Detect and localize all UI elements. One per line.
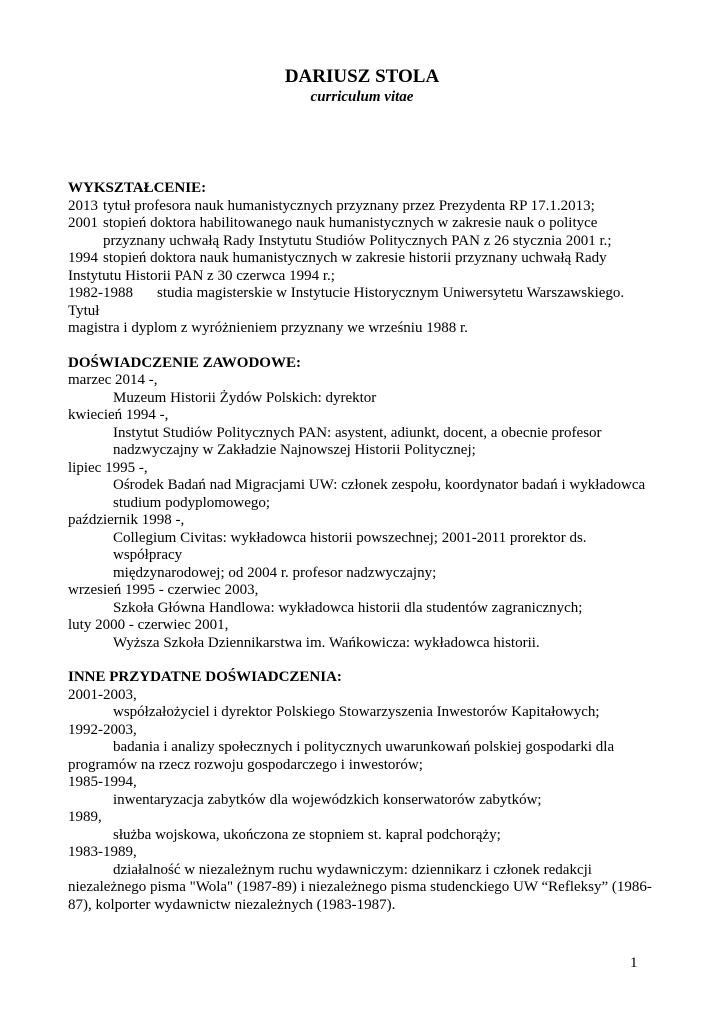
work-heading: DOŚWIADCZENIE ZAWODOWE: (68, 354, 301, 371)
entry-text: inwentaryzacja zabytków dla wojewódzkich konserwatorów zabytków; (113, 791, 542, 808)
entry-continuation: międzynarodowej; od 2004 r. profesor nadzwyczajny; (113, 564, 437, 581)
entry-date: lipiec 1995 -, (68, 459, 148, 476)
entry-date: wrzesień 1995 - czerwiec 2003, (68, 582, 259, 598)
entry-continuation: Instytutu Historii PAN z 30 czerwca 1994 r.; (68, 267, 335, 284)
entry-year: 2013 (68, 197, 98, 214)
entry-text: tytuł profesora nauk humanistycznych przyznany przez Prezydenta RP 17.1.2013; (103, 197, 595, 214)
entry-date: luty 2000 - czerwiec 2001, (68, 617, 229, 633)
entry-continuation: 87), kolporter wydawnictw niezależnych (1983-1987). (68, 896, 396, 913)
entry-year: 1982-1988 (68, 285, 133, 301)
entry-text: służba wojskowa, ukończona ze stopniem st. kapral podchorąży; (113, 826, 501, 843)
education-entry (68, 198, 656, 216)
entry-year: 2001 (68, 215, 98, 231)
education-entry (68, 285, 656, 320)
entry-date: 1983-1989, (68, 844, 137, 860)
work-section (68, 355, 656, 653)
entry-continuation: studium podyplomowego; (113, 494, 271, 511)
entry-continuation: magistra i dyplom z wyróżnieniem przyznany we wrześniu 1988 r. (68, 320, 468, 336)
entry-continuation: przyznany uchwałą Rady Instytutu Studiów Politycznych PAN z 26 stycznia 2001 r.; (103, 232, 612, 249)
entry-continuation: programów na rzecz rozwoju gospodarczego i inwestorów; (68, 756, 423, 773)
other-experience-heading: INNE PRZYDATNE DOŚWIADCZENIA: (68, 669, 342, 685)
person-name: DARIUSZ STOLA (284, 66, 440, 87)
document-subtitle: curriculum vitae (310, 89, 414, 105)
cv-header (68, 66, 656, 106)
entry-text: studia magisterskie w Instytucie Historycznym Uniwersytetu Warszawskiego. Tytuł (68, 285, 625, 319)
education-section (68, 180, 656, 338)
education-entry (68, 215, 656, 233)
entry-text: Wyższa Szkoła Dziennikarstwa im. Wańkowicza: wykładowca historii. (113, 634, 540, 651)
entry-date: marzec 2014 -, (68, 372, 158, 388)
entry-continuation: niezależnego pisma "Wola" (1987-89) i niezależnego pisma studenckiego UW “Refleksy” (1986- (68, 879, 652, 895)
entry-date: 1985-1994, (68, 774, 137, 790)
entry-text: działalność w niezależnym ruchu wydawniczym: dziennikarz i członek redakcji (113, 861, 592, 878)
entry-text: współzałożyciel i dyrektor Polskiego Stowarzyszenia Inwestorów Kapitałowych; (113, 704, 600, 720)
entry-text: Muzeum Historii Żydów Polskich: dyrektor (113, 389, 377, 406)
entry-text: stopień doktora nauk humanistycznych w zakresie historii przyznany uchwałą Rady (103, 250, 607, 266)
entry-year: 1994 (68, 250, 98, 266)
education-heading: WYKSZTAŁCENIE: (68, 180, 207, 196)
entry-text: Ośrodek Badań nad Migracjami UW: członek zespołu, koordynator badań i wykładowca (113, 477, 646, 493)
entry-continuation: nadzwyczajny w Zakładzie Najnowszej Historii Politycznej; (113, 442, 476, 458)
entry-text: Collegium Civitas: wykładowca historii powszechnej; 2001-2011 prorektor ds. współpracy (113, 529, 587, 563)
entry-text: stopień doktora habilitowanego nauk humanistycznych w zakresie nauk o polityce (103, 215, 598, 231)
education-entry (68, 250, 656, 268)
entry-date: 1989, (68, 809, 102, 825)
entry-date: 1992-2003, (68, 721, 137, 738)
entry-date: październik 1998 -, (68, 512, 185, 528)
entry-date: kwiecień 1994 -, (68, 407, 169, 423)
cv-page (68, 66, 656, 914)
entry-text: Szkoła Główna Handlowa: wykładowca historii dla studentów zagranicznych; (113, 599, 583, 616)
entry-text: badania i analizy społecznych i politycznych uwarunkowań polskiej gospodarki dla (113, 739, 615, 755)
other-experience-section (68, 669, 656, 914)
entry-text: Instytut Studiów Politycznych PAN: asystent, adiunkt, docent, a obecnie profesor (113, 424, 602, 441)
entry-date: 2001-2003, (68, 686, 137, 703)
page-number: 1 (630, 955, 638, 971)
